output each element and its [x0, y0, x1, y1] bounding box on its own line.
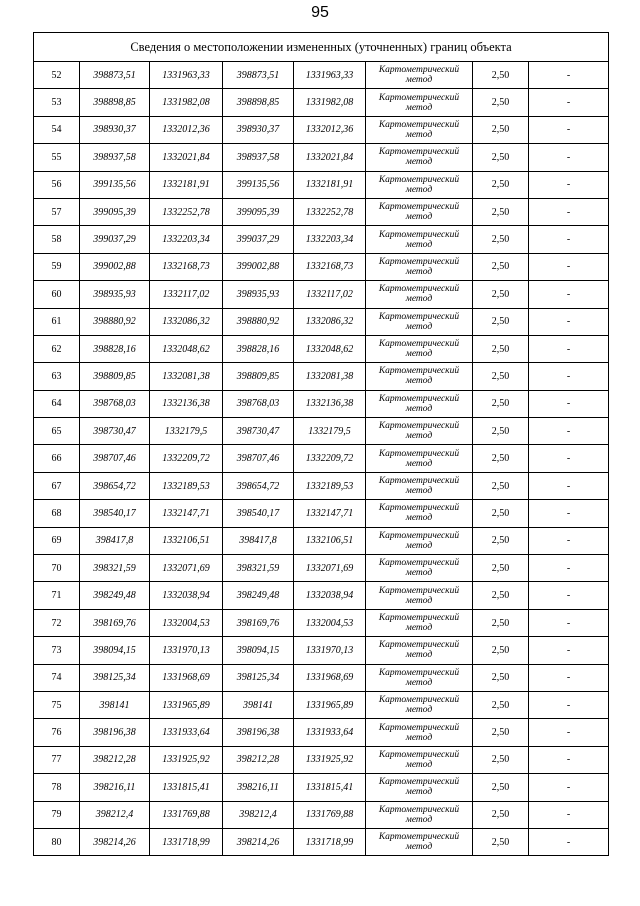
cell-point-number: 80 [34, 828, 80, 855]
page-number: 95 [311, 4, 329, 21]
cell-accuracy: 2,50 [473, 527, 529, 554]
cell-point-number: 70 [34, 555, 80, 582]
cell-determination-method: Картометрический метод [366, 390, 473, 417]
table-row [34, 62, 609, 89]
cell-x-refined: 398196,38 [223, 719, 294, 746]
cell-accuracy: 2,50 [473, 89, 529, 116]
cell-y-refined: 1331982,08 [294, 89, 366, 116]
cell-accuracy: 2,50 [473, 335, 529, 362]
cell-y-existing: 1332179,5 [150, 418, 223, 445]
cell-determination-method: Картометрический метод [366, 609, 473, 636]
cell-y-refined: 1331925,92 [294, 746, 366, 773]
table-row [34, 637, 609, 664]
table-row [34, 828, 609, 855]
cell-point-number: 59 [34, 253, 80, 280]
cell-y-refined: 1331815,41 [294, 774, 366, 801]
cell-x-refined: 398249,48 [223, 582, 294, 609]
table-row [34, 363, 609, 390]
cell-x-existing: 398540,17 [80, 500, 150, 527]
cell-determination-method: Картометрический метод [366, 828, 473, 855]
cell-y-refined: 1331718,99 [294, 828, 366, 855]
table-row [34, 144, 609, 171]
cell-point-number: 72 [34, 609, 80, 636]
cell-y-existing: 1332168,73 [150, 253, 223, 280]
table-row [34, 390, 609, 417]
cell-accuracy: 2,50 [473, 253, 529, 280]
cell-accuracy: 2,50 [473, 363, 529, 390]
cell-y-refined: 1332086,32 [294, 308, 366, 335]
cell-determination-method: Картометрический метод [366, 144, 473, 171]
cell-description: - [529, 472, 609, 499]
cell-point-number: 71 [34, 582, 80, 609]
cell-x-refined: 398809,85 [223, 363, 294, 390]
cell-x-refined: 398212,4 [223, 801, 294, 828]
cell-y-existing: 1331815,41 [150, 774, 223, 801]
cell-x-existing: 398094,15 [80, 637, 150, 664]
cell-determination-method: Картометрический метод [366, 582, 473, 609]
cell-y-refined: 1332209,72 [294, 445, 366, 472]
cell-x-refined: 399135,56 [223, 171, 294, 198]
cell-y-existing: 1332086,32 [150, 308, 223, 335]
cell-x-existing: 398196,38 [80, 719, 150, 746]
cell-y-existing: 1332012,36 [150, 116, 223, 143]
cell-accuracy: 2,50 [473, 226, 529, 253]
cell-point-number: 75 [34, 691, 80, 718]
cell-accuracy: 2,50 [473, 116, 529, 143]
boundary-coordinates-table [33, 32, 609, 856]
cell-x-existing: 398768,03 [80, 390, 150, 417]
cell-y-refined: 1332106,51 [294, 527, 366, 554]
cell-accuracy: 2,50 [473, 500, 529, 527]
cell-point-number: 68 [34, 500, 80, 527]
cell-determination-method: Картометрический метод [366, 171, 473, 198]
cell-y-existing: 1331963,33 [150, 62, 223, 89]
cell-y-existing: 1332004,53 [150, 609, 223, 636]
cell-y-refined: 1332081,38 [294, 363, 366, 390]
cell-x-refined: 398125,34 [223, 664, 294, 691]
cell-x-refined: 399002,88 [223, 253, 294, 280]
table-row [34, 253, 609, 280]
table-row [34, 418, 609, 445]
cell-point-number: 61 [34, 308, 80, 335]
cell-point-number: 77 [34, 746, 80, 773]
cell-y-refined: 1332181,91 [294, 171, 366, 198]
cell-y-refined: 1332071,69 [294, 555, 366, 582]
cell-x-refined: 398935,93 [223, 281, 294, 308]
cell-x-existing: 398141 [80, 691, 150, 718]
cell-y-existing: 1332147,71 [150, 500, 223, 527]
cell-accuracy: 2,50 [473, 390, 529, 417]
cell-x-existing: 398125,34 [80, 664, 150, 691]
cell-point-number: 79 [34, 801, 80, 828]
cell-determination-method: Картометрический метод [366, 637, 473, 664]
cell-description: - [529, 609, 609, 636]
cell-x-existing: 398935,93 [80, 281, 150, 308]
cell-y-refined: 1332136,38 [294, 390, 366, 417]
cell-x-refined: 399037,29 [223, 226, 294, 253]
cell-accuracy: 2,50 [473, 281, 529, 308]
cell-x-existing: 398169,76 [80, 609, 150, 636]
cell-x-refined: 398898,85 [223, 89, 294, 116]
cell-point-number: 58 [34, 226, 80, 253]
cell-description: - [529, 198, 609, 225]
cell-y-refined: 1332203,34 [294, 226, 366, 253]
table-row [34, 691, 609, 718]
cell-y-existing: 1332209,72 [150, 445, 223, 472]
cell-x-existing: 399095,39 [80, 198, 150, 225]
cell-point-number: 57 [34, 198, 80, 225]
cell-y-refined: 1332189,53 [294, 472, 366, 499]
cell-point-number: 65 [34, 418, 80, 445]
cell-x-existing: 398212,28 [80, 746, 150, 773]
cell-y-existing: 1332081,38 [150, 363, 223, 390]
cell-determination-method: Картометрический метод [366, 281, 473, 308]
table-row [34, 335, 609, 362]
cell-accuracy: 2,50 [473, 445, 529, 472]
cell-x-existing: 398212,4 [80, 801, 150, 828]
cell-point-number: 63 [34, 363, 80, 390]
cell-x-existing: 398898,85 [80, 89, 150, 116]
cell-y-refined: 1332012,36 [294, 116, 366, 143]
cell-accuracy: 2,50 [473, 719, 529, 746]
cell-x-existing: 398216,11 [80, 774, 150, 801]
cell-determination-method: Картометрический метод [366, 801, 473, 828]
cell-y-refined: 1332021,84 [294, 144, 366, 171]
cell-determination-method: Картометрический метод [366, 89, 473, 116]
cell-accuracy: 2,50 [473, 828, 529, 855]
cell-x-refined: 398768,03 [223, 390, 294, 417]
cell-determination-method: Картометрический метод [366, 226, 473, 253]
cell-y-existing: 1332038,94 [150, 582, 223, 609]
table-row [34, 801, 609, 828]
cell-determination-method: Картометрический метод [366, 418, 473, 445]
cell-description: - [529, 582, 609, 609]
cell-x-refined: 398707,46 [223, 445, 294, 472]
cell-x-refined: 398873,51 [223, 62, 294, 89]
cell-description: - [529, 801, 609, 828]
cell-x-refined: 398169,76 [223, 609, 294, 636]
cell-accuracy: 2,50 [473, 609, 529, 636]
cell-accuracy: 2,50 [473, 637, 529, 664]
cell-x-refined: 398216,11 [223, 774, 294, 801]
cell-accuracy: 2,50 [473, 418, 529, 445]
cell-y-existing: 1332048,62 [150, 335, 223, 362]
cell-determination-method: Картометрический метод [366, 363, 473, 390]
cell-description: - [529, 637, 609, 664]
table-row [34, 89, 609, 116]
cell-y-existing: 1331933,64 [150, 719, 223, 746]
cell-determination-method: Картометрический метод [366, 198, 473, 225]
cell-x-refined: 398141 [223, 691, 294, 718]
cell-description: - [529, 171, 609, 198]
cell-x-refined: 399095,39 [223, 198, 294, 225]
table-row [34, 609, 609, 636]
cell-y-existing: 1332117,02 [150, 281, 223, 308]
cell-x-existing: 398937,58 [80, 144, 150, 171]
cell-point-number: 78 [34, 774, 80, 801]
cell-x-refined: 398730,47 [223, 418, 294, 445]
cell-x-refined: 398880,92 [223, 308, 294, 335]
cell-point-number: 52 [34, 62, 80, 89]
cell-description: - [529, 253, 609, 280]
table-row [34, 582, 609, 609]
cell-y-existing: 1331769,88 [150, 801, 223, 828]
table-header-row [34, 33, 609, 62]
cell-y-existing: 1332189,53 [150, 472, 223, 499]
table-row [34, 746, 609, 773]
cell-point-number: 67 [34, 472, 80, 499]
table-row [34, 719, 609, 746]
cell-y-existing: 1332136,38 [150, 390, 223, 417]
cell-x-existing: 398417,8 [80, 527, 150, 554]
cell-point-number: 66 [34, 445, 80, 472]
cell-x-refined: 398654,72 [223, 472, 294, 499]
cell-y-refined: 1332147,71 [294, 500, 366, 527]
cell-determination-method: Картометрический метод [366, 253, 473, 280]
cell-point-number: 74 [34, 664, 80, 691]
table-row [34, 171, 609, 198]
cell-accuracy: 2,50 [473, 198, 529, 225]
cell-x-refined: 398930,37 [223, 116, 294, 143]
cell-x-existing: 398707,46 [80, 445, 150, 472]
cell-accuracy: 2,50 [473, 555, 529, 582]
cell-description: - [529, 144, 609, 171]
cell-y-existing: 1331968,69 [150, 664, 223, 691]
table-row [34, 774, 609, 801]
table-row [34, 308, 609, 335]
cell-x-existing: 398321,59 [80, 555, 150, 582]
cell-x-refined: 398212,28 [223, 746, 294, 773]
table-row [34, 116, 609, 143]
cell-x-existing: 399002,88 [80, 253, 150, 280]
cell-determination-method: Картометрический метод [366, 691, 473, 718]
cell-determination-method: Картометрический метод [366, 555, 473, 582]
cell-y-existing: 1332021,84 [150, 144, 223, 171]
cell-description: - [529, 828, 609, 855]
cell-y-refined: 1332168,73 [294, 253, 366, 280]
cell-x-refined: 398417,8 [223, 527, 294, 554]
cell-y-existing: 1331970,13 [150, 637, 223, 664]
cell-description: - [529, 226, 609, 253]
cell-y-existing: 1332071,69 [150, 555, 223, 582]
cell-description: - [529, 664, 609, 691]
table-row [34, 226, 609, 253]
cell-description: - [529, 555, 609, 582]
cell-accuracy: 2,50 [473, 801, 529, 828]
cell-point-number: 76 [34, 719, 80, 746]
cell-determination-method: Картометрический метод [366, 527, 473, 554]
cell-y-existing: 1331965,89 [150, 691, 223, 718]
cell-accuracy: 2,50 [473, 664, 529, 691]
cell-determination-method: Картометрический метод [366, 719, 473, 746]
cell-y-existing: 1332252,78 [150, 198, 223, 225]
cell-y-refined: 1331965,89 [294, 691, 366, 718]
cell-y-refined: 1332048,62 [294, 335, 366, 362]
cell-description: - [529, 500, 609, 527]
table-row [34, 527, 609, 554]
cell-x-existing: 398873,51 [80, 62, 150, 89]
table-row [34, 198, 609, 225]
cell-y-refined: 1332117,02 [294, 281, 366, 308]
cell-point-number: 62 [34, 335, 80, 362]
cell-determination-method: Картометрический метод [366, 308, 473, 335]
cell-description: - [529, 691, 609, 718]
table-row [34, 555, 609, 582]
cell-x-existing: 398828,16 [80, 335, 150, 362]
cell-determination-method: Картометрический метод [366, 472, 473, 499]
cell-point-number: 69 [34, 527, 80, 554]
cell-description: - [529, 62, 609, 89]
cell-x-existing: 398214,26 [80, 828, 150, 855]
cell-x-refined: 398094,15 [223, 637, 294, 664]
cell-description: - [529, 89, 609, 116]
cell-determination-method: Картометрический метод [366, 335, 473, 362]
cell-y-existing: 1331982,08 [150, 89, 223, 116]
cell-point-number: 56 [34, 171, 80, 198]
cell-point-number: 64 [34, 390, 80, 417]
cell-x-refined: 398937,58 [223, 144, 294, 171]
cell-y-refined: 1332252,78 [294, 198, 366, 225]
cell-y-existing: 1332106,51 [150, 527, 223, 554]
cell-description: - [529, 774, 609, 801]
cell-y-refined: 1331970,13 [294, 637, 366, 664]
cell-y-existing: 1331718,99 [150, 828, 223, 855]
cell-x-existing: 398730,47 [80, 418, 150, 445]
cell-description: - [529, 335, 609, 362]
cell-description: - [529, 363, 609, 390]
cell-x-existing: 398880,92 [80, 308, 150, 335]
cell-x-refined: 398540,17 [223, 500, 294, 527]
cell-determination-method: Картометрический метод [366, 62, 473, 89]
cell-determination-method: Картометрический метод [366, 774, 473, 801]
cell-determination-method: Картометрический метод [366, 746, 473, 773]
cell-description: - [529, 281, 609, 308]
cell-x-existing: 399135,56 [80, 171, 150, 198]
cell-description: - [529, 308, 609, 335]
table-row [34, 445, 609, 472]
cell-point-number: 55 [34, 144, 80, 171]
cell-accuracy: 2,50 [473, 144, 529, 171]
cell-accuracy: 2,50 [473, 582, 529, 609]
cell-x-refined: 398828,16 [223, 335, 294, 362]
cell-point-number: 73 [34, 637, 80, 664]
cell-description: - [529, 418, 609, 445]
cell-accuracy: 2,50 [473, 62, 529, 89]
cell-determination-method: Картометрический метод [366, 116, 473, 143]
cell-description: - [529, 390, 609, 417]
cell-x-existing: 398249,48 [80, 582, 150, 609]
cell-y-refined: 1331968,69 [294, 664, 366, 691]
cell-description: - [529, 445, 609, 472]
cell-y-existing: 1332203,34 [150, 226, 223, 253]
cell-accuracy: 2,50 [473, 308, 529, 335]
table-row [34, 472, 609, 499]
cell-description: - [529, 746, 609, 773]
cell-accuracy: 2,50 [473, 746, 529, 773]
cell-description: - [529, 719, 609, 746]
cell-point-number: 54 [34, 116, 80, 143]
cell-y-existing: 1331925,92 [150, 746, 223, 773]
cell-accuracy: 2,50 [473, 691, 529, 718]
cell-y-refined: 1332004,53 [294, 609, 366, 636]
cell-y-refined: 1332179,5 [294, 418, 366, 445]
cell-y-refined: 1332038,94 [294, 582, 366, 609]
cell-accuracy: 2,50 [473, 472, 529, 499]
cell-description: - [529, 116, 609, 143]
cell-accuracy: 2,50 [473, 774, 529, 801]
cell-y-existing: 1332181,91 [150, 171, 223, 198]
cell-determination-method: Картометрический метод [366, 445, 473, 472]
cell-x-existing: 398654,72 [80, 472, 150, 499]
cell-y-refined: 1331769,88 [294, 801, 366, 828]
cell-description: - [529, 527, 609, 554]
cell-determination-method: Картометрический метод [366, 500, 473, 527]
table-title: Сведения о местоположении измененных (уточненных) границ объекта [34, 33, 609, 62]
cell-determination-method: Картометрический метод [366, 664, 473, 691]
cell-accuracy: 2,50 [473, 171, 529, 198]
table-row [34, 281, 609, 308]
cell-x-refined: 398321,59 [223, 555, 294, 582]
cell-y-refined: 1331933,64 [294, 719, 366, 746]
cell-x-existing: 398809,85 [80, 363, 150, 390]
cell-x-existing: 398930,37 [80, 116, 150, 143]
cell-x-existing: 399037,29 [80, 226, 150, 253]
cell-point-number: 60 [34, 281, 80, 308]
cell-y-refined: 1331963,33 [294, 62, 366, 89]
table-row [34, 500, 609, 527]
cell-point-number: 53 [34, 89, 80, 116]
cell-x-refined: 398214,26 [223, 828, 294, 855]
table-row [34, 664, 609, 691]
